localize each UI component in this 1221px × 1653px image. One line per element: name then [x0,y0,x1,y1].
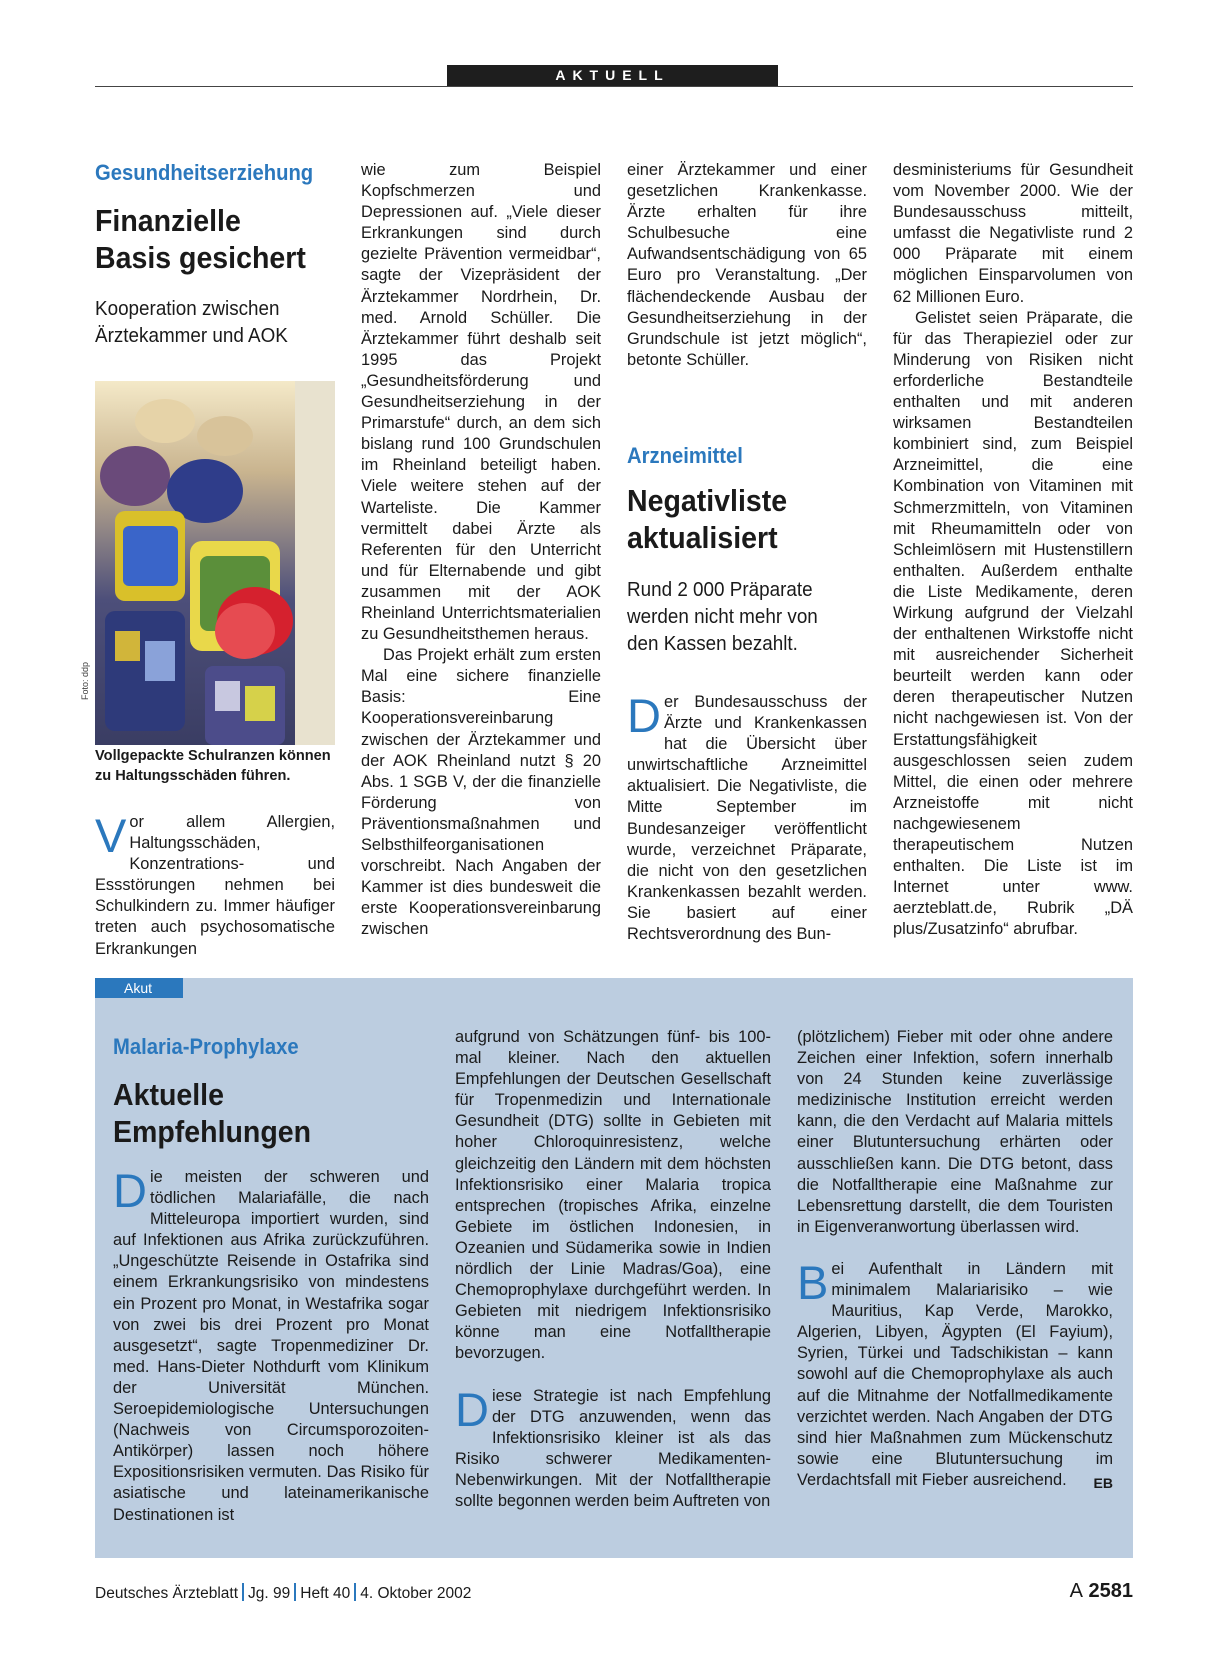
article1-col3-text: einer Ärztekammer und einer gesetzlichen Krankenkasse. Ärzte erhalten für ihre Schulbesuche eine Aufwandsentschädigung von 65 Euro pro Veranstaltung. „Der flächendeckende Ausbau der Gesundheitserziehung in der Grundschule ist jetzt möglich“, betonte Schüller. [627,161,867,369]
footer-separator [354,1583,356,1601]
article1-headline-line1: Finanzielle [95,203,241,238]
article1-col2-paragraph2: Das Projekt erhält zum ersten Mal eine sichere finanzielle Basis: Eine Kooperationsvereinbarung zwischen der Ärztekammer und der AOK Rheinland nutzt § 20 Abs. 1 SGB V, der die finanzielle Förderung von Präventionsmaßnahmen und Selbsthilfeorganisationen vorschreibt. Nach Angaben der Kammer ist dies bundesweit die erste Kooperationsvereinbarung zwischen [361,646,601,939]
article2-col4-paragraph2: Gelistet seien Präparate, die für das Therapieziel oder zur Minderung von Risiken nicht erforderliche Bestandteile enthalten und mit anderen wirksamen Bestandteilen kombiniert sind, zum Beispiel Arzneimittel, die eine Kombination von Vitaminen mit Schmerzmitteln, von Vitaminen mit Rheumamitteln oder von Schleimlösern mit Hustenstillern enthalten. Außerdem enthalte die Liste Medikamente, deren Wirkung aufgrund der Vielzahl der enthaltenen Wirkstoffe nicht mit ausreichender Sicherheit beurteilt werden kann oder deren therapeutischer Nutzen nicht nachgewiesen ist. Von der Erstattungsfähigkeit ausgeschlossen seien zudem Mittel, die einen oder mehrere Arzneistoffe mit nicht nachgewiesenem therapeutischem Nutzen enthalten. Die Liste ist im Internet unter www. aerzteblatt.de, Rubrik „DÄ plus/Zusatzinfo“ abrufbar. [893,308,1133,939]
article1-headline [95,202,306,276]
article1-col2-paragraph1: wie zum Beispiel Kopfschmerzen und Depressionen auf. „Viele dieser Erkrankungen sind durch gezielte Prävention vermeidbar“, sagte der Vizepräsident der Ärztekammer Nordrhein, Dr. med. Arnold Schüller. Die Ärztekammer führt deshalb seit 1995 das Projekt „Gesundheitsförderung und Gesundheitserziehung in der Primarstufe“ durch, an dem sich bislang rund 100 Grundschulen im Rheinland beteiligt haben. Viele weitere stehen auf der Warteliste. Die Kammer vermittelt dabei Ärzte als Referenten für den Unterricht und für Elternabende und gibt zusammen mit der AOK Rheinland Unterrichtsmaterialien zu Gesundheitsthemen heraus. [361,161,601,644]
author-signature: EB [1093,1474,1113,1491]
page-number-value: 2581 [1088,1580,1133,1602]
article1-headline-line2: Basis gesichert [95,240,306,275]
dropcap: D [627,689,661,742]
article1-col1-text: or allem Allergien, Haltungsschäden, Konzentrations- und Essstörungen nehmen bei Schulkindern zu. Immer häufiger treten auch psychosomatische Erkrankungen [95,813,335,958]
volume: Jg. 99 [248,1585,291,1602]
page-footer [95,1583,471,1603]
article3-headline-line1: Aktuelle [113,1077,224,1112]
article2-col3-text: er Bundesausschuss der Ärzte und Krankenkassen hat die Übersicht über unwirtschaftliche Arzneimittel aktualisiert. Die Negativliste, die Mitte September im Bundesanzeiger veröffentlicht wurde, verzeichnet Präparate, die nicht von den gesetzlichen Krankenkassen bezahlt werden. Sie basiert auf einer Rechtsverordnung des Bun- [627,693,867,944]
article2-column4 [893,160,1133,940]
footer-separator [242,1583,244,1601]
article2-headline-line1: Negativliste [627,483,788,518]
page-number [1070,1580,1133,1603]
article3-column3 [797,1027,1113,1494]
article3-headline [113,1076,311,1150]
photo-credit: Foto: ddp [80,661,90,700]
schoolchildren-photo [95,381,335,745]
article3-col3-paragraph2: ei Aufenthalt in Ländern mit minimalem Malariarisiko – wie Mauritius, Kap Verde, Marokko, Algerien, Libyen, Ägypten (El Fayium), Syrien, Türkei und Tadschikistan – kann sowohl auf die Chemoprophylaxe als auch auf die Mitnahme der Notfallmedikamente verzichtet werden. Nach Angaben der DTG sind hier Maßnahmen zum Mückenschutz sowie eine Blutuntersuchung im Verdachtsfall mit Fieber ausreichend. [797,1259,1113,1489]
article1-column1 [95,809,335,960]
article3-headline-line2: Empfehlungen [113,1114,312,1149]
article1-deck [95,295,288,349]
section-header: AKTUELL [447,65,778,86]
article3-kicker: Malaria-Prophylaxe [113,1034,299,1059]
dropcap: D [455,1382,489,1436]
article3-col2-paragraph1: aufgrund von Schätzungen fünf- bis 100-mal kleiner. Nach den aktuellen Empfehlungen der Deutschen Gesellschaft für Tropenmedizin und Internationale Gesundheit (DTG) sollte in Gebieten mit hoher Chloroquinresistenz, welche gleichzeitig den Ländern mit dem höchsten Infektionsrisiko einer Malaria tropica entsprechen (tropisches Afrika, einzelne Gebiete im östlichen Indonesien, in Ozeanien und Südamerika sowie in Indien nördlich der Linie Madras/Goa), eine Chemoprophylaxe durchgeführt werden. In Gebieten mit niedrigem Infektionsrisiko könne man eine Notfalltherapie bevorzugen. [455,1028,771,1363]
article2-headline-line2: aktualisiert [627,520,778,555]
article3-col3-paragraph1: (plötzlichem) Fieber mit oder ohne andere Zeichen einer Infektion, sofern innerhalb von 24 Stunden keine zuverlässige medizinische Institution erreicht werden kann, die den Verdacht auf Malaria mittels einer Blutuntersuchung erhärten oder ausschließen kann. Die DTG betont, dass die Notfalltherapie eine Maßnahme zur Lebensrettung darstellt, die dem Touristen in Eigenveranwortung überlassen wird. [797,1028,1113,1236]
header-rule [95,86,1133,87]
article2-deck-line1: Rund 2 000 Präparate [627,578,813,601]
footer-separator [294,1583,296,1601]
article2-deck-line3: den Kassen bezahlt. [627,632,798,655]
article1-column3 [627,160,867,371]
article3-column2 [455,1027,771,1512]
akut-tag: Akut [95,978,183,998]
dropcap: D [113,1164,147,1217]
issue-date: 4. Oktober 2002 [360,1585,472,1602]
article1-kicker: Gesundheitserziehung [95,160,314,185]
article2-col4-paragraph1: desministeriums für Gesundheit vom November 2000. Wie der Bundesausschuss mitteilt, umfasst die Negativliste rund 2 000 Präparate mit einem möglichen Einsparvolumen von 62 Millionen Euro. [893,161,1133,306]
article2-column3 [627,689,867,945]
article2-headline [627,482,787,556]
dropcap: V [95,809,127,862]
issue: Heft 40 [300,1585,351,1602]
article3-col1-text: ie meisten der schweren und tödlichen Malariafälle, die nach Mitteleuropa importiert wurden, sind auf Infektionen aus Afrika zurückzuführen. „Ungeschützte Reisende in Ostafrika sind einem Erkrankungsrisiko von mindestens ein Prozent pro Monat, in Westafrika sogar von zwei bis drei Prozent pro Monat ausgesetzt“, sagte Tropenmediziner Dr. med. Hans-Dieter Nothdurft vom Klinikum der Universität München. Seroepidemiologische Untersuchungen (Nachweis von Circumsporozoiten-Antikörper) lassen noch höhere Expositionsrisiken vermuten. Das Risiko für asiatische und lateinamerikanische Destinationen ist [113,1168,429,1524]
article2-kicker: Arzneimittel [627,443,743,468]
page-prefix: A [1069,1580,1083,1602]
article1-column2 [361,160,601,940]
article1-deck-line2: Ärztekammer und AOK [95,324,288,347]
photo-caption: Vollgepackte Schulranzen können zu Haltungsschäden führen. [95,748,331,784]
article3-col2-paragraph2: iese Strategie ist nach Empfehlung der DTG anzuwenden, wenn das Infektionsrisiko kleiner ist als das Risiko schwerer Medikamenten-Nebenwirkungen. Mit der Notfalltherapie sollte begonnen werden beim Auftreten von [455,1386,771,1510]
article3-column1 [113,1164,429,1526]
journal-name: Deutsches Ärzteblatt [95,1585,239,1602]
article1-deck-line1: Kooperation zwischen [95,297,280,320]
dropcap: B [797,1255,829,1309]
article2-deck [627,576,818,657]
article2-deck-line2: werden nicht mehr von [627,605,818,628]
